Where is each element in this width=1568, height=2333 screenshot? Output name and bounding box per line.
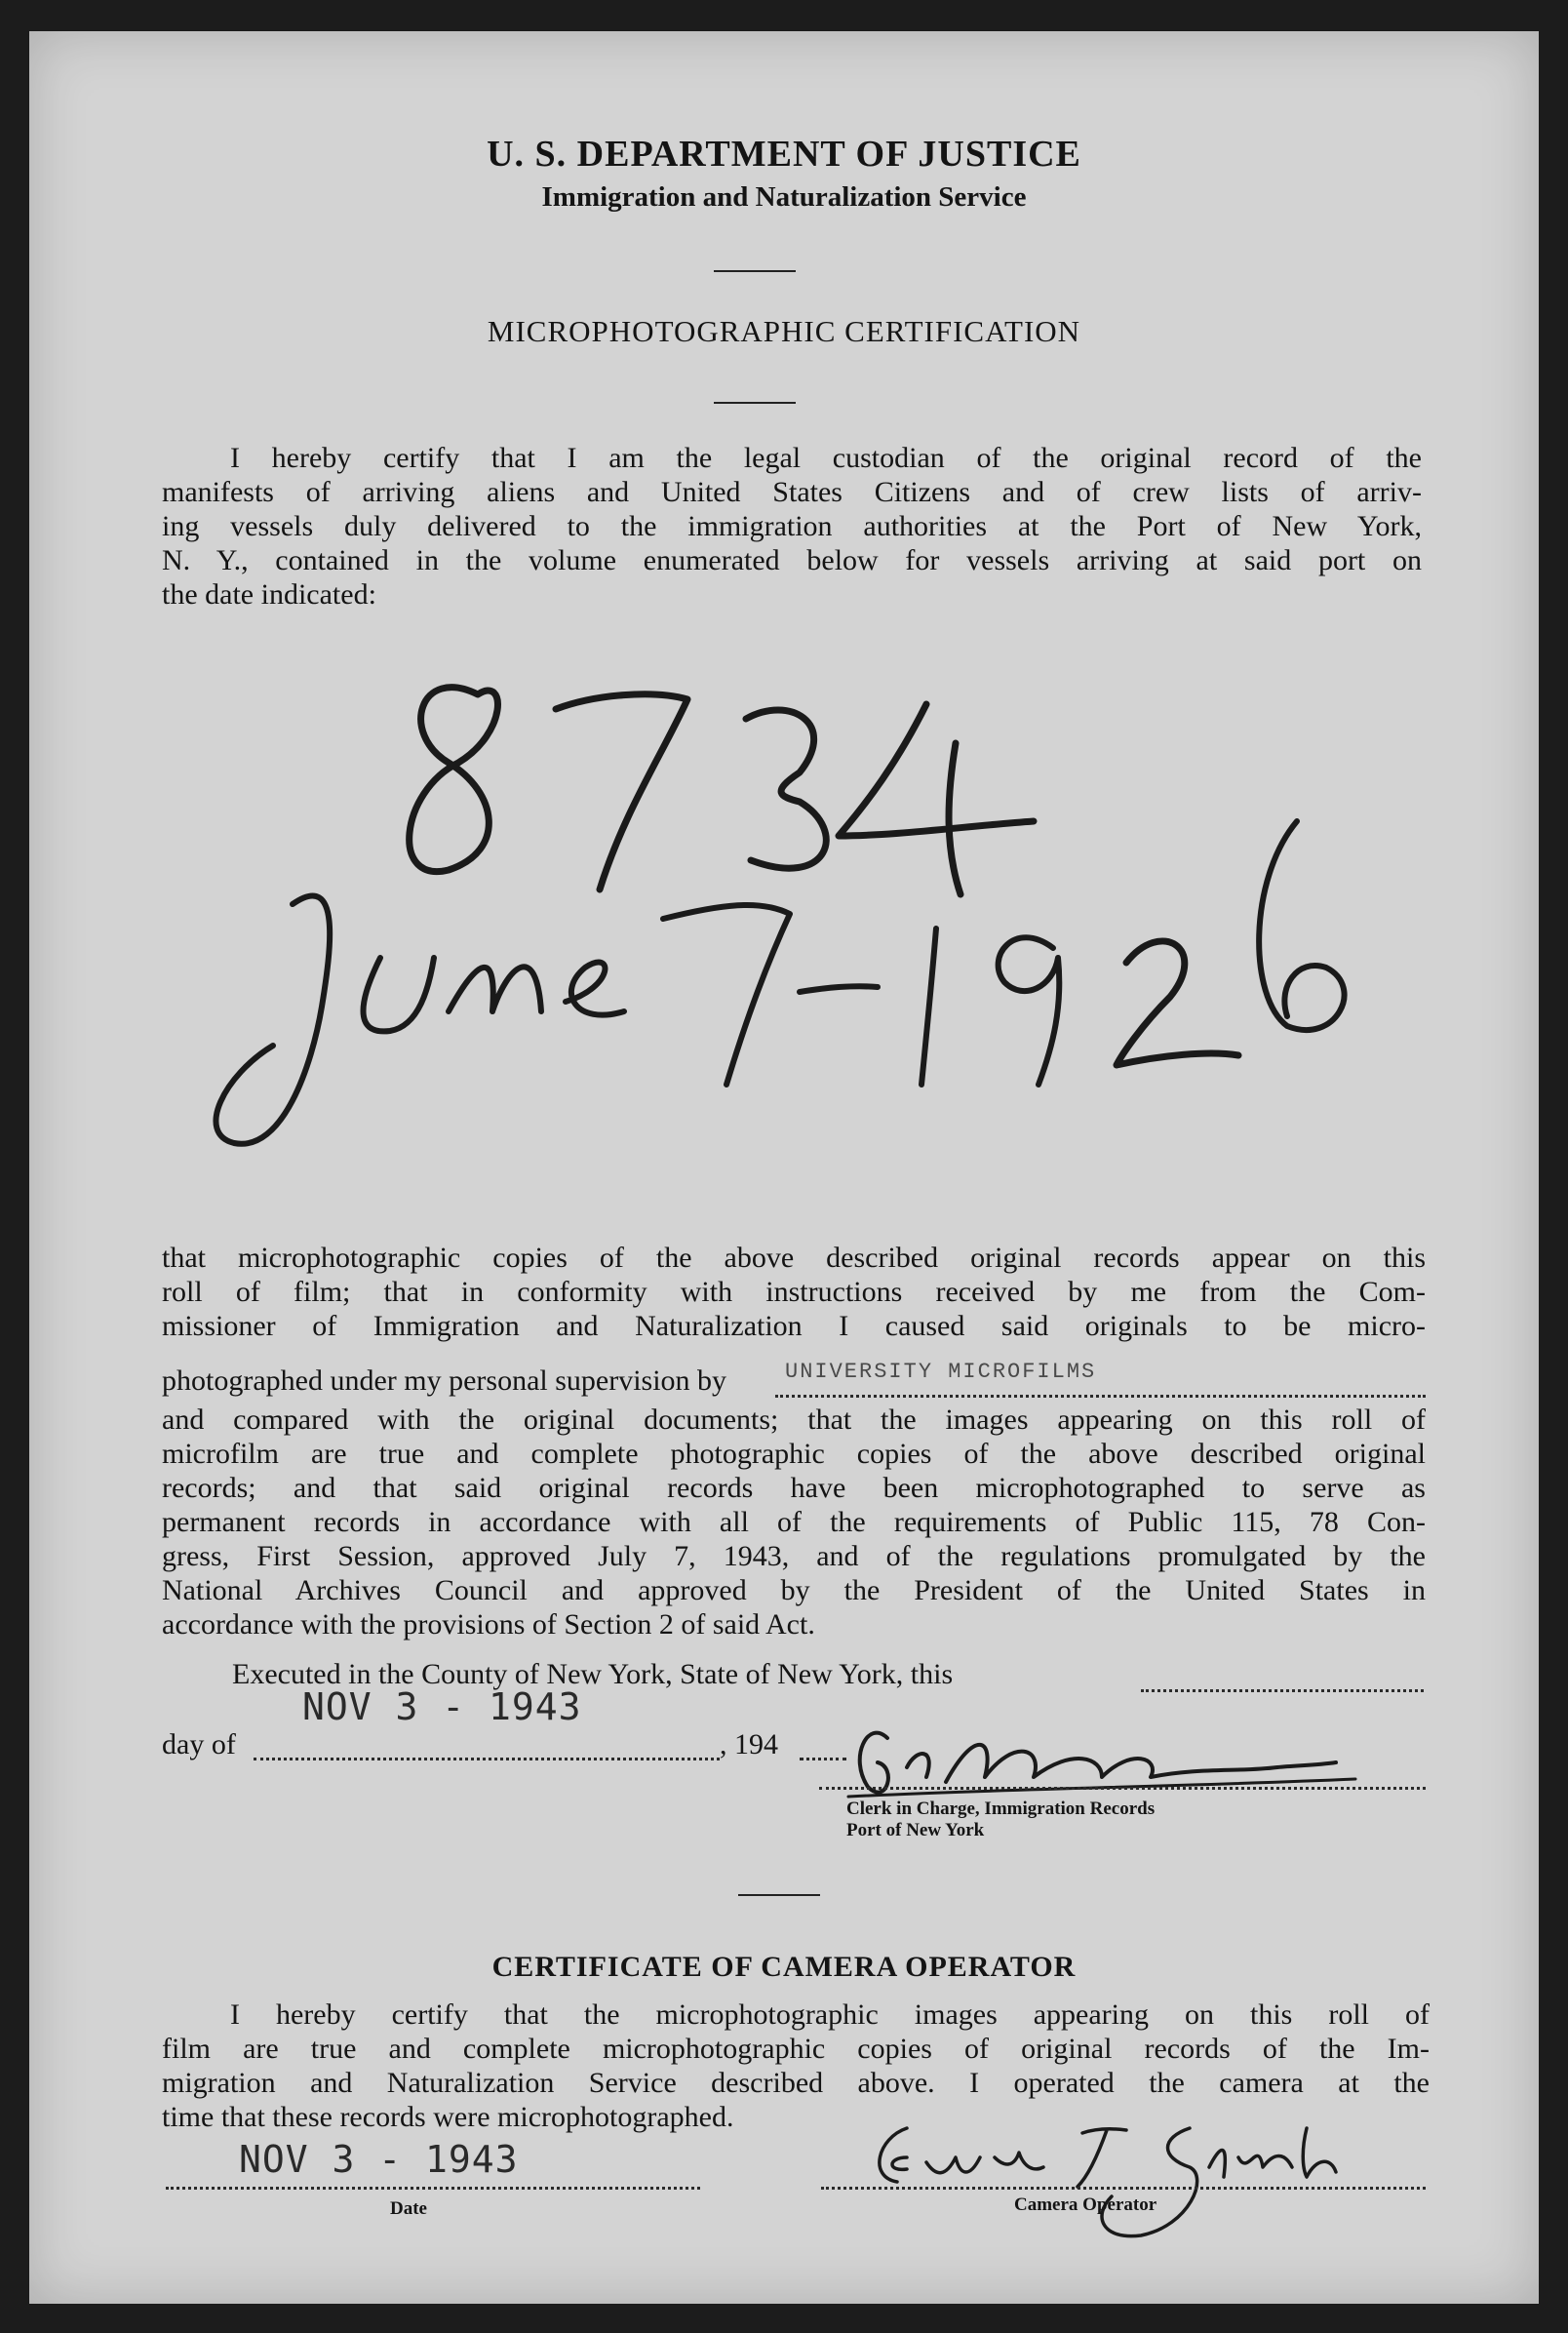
- certification-title: MICROPHOTOGRAPHIC CERTIFICATION: [487, 314, 1081, 348]
- divider: [738, 1894, 820, 1896]
- intro-line: I hereby certify that I am the legal custodian of the original record of the: [230, 442, 1422, 474]
- camera-line: I hereby certify that the microphotographic images appearing on this roll of: [230, 1998, 1430, 2031]
- body-line: and compared with the original documents; that the images appearing on this roll of: [162, 1404, 1426, 1436]
- body-paragraph: [162, 1241, 1426, 1343]
- camera-operator-signature: [848, 2099, 1414, 2245]
- body-line: accordance with the provisions of Section 2 of said Act.: [162, 1608, 815, 1641]
- supervision-prefix: photographed under my personal supervision by: [162, 1364, 727, 1397]
- service-subheading: Immigration and Naturalization Service: [541, 181, 1027, 213]
- executed-date-stamp: NOV 3 - 1943: [302, 1685, 582, 1728]
- intro-line: ing vessels duly delivered to the immigration authorities at the Port of New York,: [162, 510, 1422, 542]
- intro-line: manifests of arriving aliens and United States Citizens and of crew lists of arriv-: [162, 476, 1422, 508]
- camera-certificate-heading: CERTIFICATE OF CAMERA OPERATOR: [491, 1951, 1077, 1983]
- clerk-signature-line: [819, 1777, 1426, 1790]
- camera-line: migration and Naturalization Service described above. I operated the camera at the: [162, 2067, 1430, 2099]
- body-line: microfilm are true and complete photographic copies of the above described original: [162, 1438, 1426, 1470]
- divider: [714, 402, 796, 404]
- camera-line: time that these records were microphotographed.: [162, 2101, 734, 2133]
- department-heading: U. S. DEPARTMENT OF JUSTICE: [487, 134, 1081, 175]
- executed-text: Executed in the County of New York, State of New York, this: [232, 1658, 954, 1690]
- day-of-label: day of: [162, 1728, 236, 1760]
- body-line: permanent records in accordance with all of the requirements of Public 115, 78 Con-: [162, 1506, 1426, 1538]
- day-dotted-line: [254, 1728, 720, 1760]
- executed-dotted-line: [1141, 1662, 1424, 1692]
- body-line: gress, First Session, approved July 7, 1943, and of the regulations promulgated by the: [162, 1540, 1426, 1572]
- intro-paragraph: [162, 441, 1422, 612]
- camera-operator-label: Camera Operator: [1014, 2195, 1157, 2215]
- camera-date-stamp: NOV 3 - 1943: [239, 2138, 519, 2181]
- body-line: National Archives Council and approved by the President of the United States in: [162, 1574, 1426, 1606]
- divider: [714, 270, 796, 272]
- body-line: roll of film; that in conformity with instructions received by me from the Com-: [162, 1276, 1426, 1308]
- clerk-office: Port of New York: [846, 1820, 985, 1840]
- camera-line: film are true and complete microphotographic copies of original records of the Im-: [162, 2033, 1430, 2065]
- body-line: records; and that said original records have been microphotographed to serve as: [162, 1472, 1426, 1504]
- supervision-typed-name: UNIVERSITY MICROFILMS: [785, 1360, 1097, 1384]
- clerk-title: Clerk in Charge, Immigration Records: [846, 1799, 1156, 1819]
- year-prefix: , 194: [720, 1728, 778, 1760]
- body-line: that microphotographic copies of the above described original records appear on this: [162, 1242, 1426, 1274]
- intro-line: the date indicated:: [162, 578, 376, 611]
- camera-operator-signature-line: [821, 2177, 1426, 2190]
- handwritten-volume-date: [156, 626, 1424, 1182]
- body-line: missioner of Immigration and Naturalization I caused said originals to be micro-: [162, 1310, 1426, 1342]
- certificate-sheet: [29, 31, 1539, 2304]
- body-paragraph-continued: [162, 1403, 1426, 1641]
- date-dotted-line: [166, 2177, 700, 2190]
- intro-line: N. Y., contained in the volume enumerated below for vessels arriving at said port on: [162, 544, 1422, 576]
- date-label: Date: [390, 2198, 427, 2219]
